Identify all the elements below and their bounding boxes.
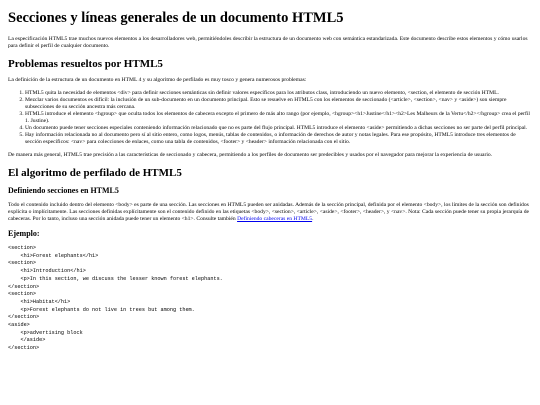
- problems-lead: La definición de la estructura de un documento en HTML 4 y su algoritmo de perfilado es muy tosco y genera numerosos problemas:: [8, 77, 307, 83]
- list-item: 1. HTML5 quita la necesidad de elementos <div> para definir secciones semánticas sin definir valores específicos para los atributos class, introduciendo un nuevo elemento, <section, el elemento de sección HTML.: [25, 90, 532, 97]
- defining-headings-link[interactable]: Definiendo cabeceras en HTML5: [237, 216, 313, 222]
- algorithm-heading: El algoritmo de perfilado de HTML5: [8, 167, 182, 179]
- problems-closing: De manera más general, HTML5 trae precisión a las características de seccionado y cabecera, permitiendo a los perfiles de documento ser predecibles y usados por el navegador para mejorar la experiencia de usuario.: [8, 152, 493, 158]
- example-heading: Ejemplo:: [8, 229, 40, 238]
- problems-heading: Problemas resueltos por HTML5: [8, 58, 163, 70]
- defining-sections-paragraph: [8, 202, 532, 223]
- page-title: Secciones y líneas generales de un documento HTML5: [8, 10, 344, 26]
- paragraph-text: Todo el contenido incluido dentro del elemento <body> es parte de una sección. Las secciones en HTML5 pueden ser anidadas. Además de la sección principal, definida por el elemento <body>, los límites de la sección son definidos explícita o implícitamente. Las secciones definidas explícitamente son el contenido definido en las etiquetas <body>, <section>, <article>, <aside>, <footer>, <header>, y <nav>. Nota: Cada sección puede tener su propia jerarquía de cabeceras. Por lo tanto, incluso una sección anidada puede tener un elemento <h1>. Consulte también: [8, 202, 530, 222]
- paragraph-end: .: [312, 216, 314, 222]
- list-item: 3. HTML5 introduce el elemento <hgroup> que oculta todos los elementos de cabecera excepto el primero de más alto rango (por ejemplo, <hgroup><h1>Justine</h1><h2>Les Malheurs de la Vertu</h2></hgroup> crea el perfil 1. Justine).: [25, 111, 532, 125]
- list-item: 5. Hay información relacionada no al documento pero sí al sitio entero, como logos, menús, tablas de contenidos, o información de derechos de autor y notas legales. Para ese propósito, HTML5 introduce tres elementos de sección específicos: <nav> para colecciones de enlaces, como una tabla de contenidos, <footer> y <header> información relacionada con el sitio.: [25, 132, 532, 146]
- intro-paragraph: La especificación HTML5 trae muchos nuevos elementos a los desarrolladores web, permitiéndoles describir la estructura de un documento web con semántica estandarizada. Este documento describe estos elementos y cómo usarlos para definir el perfil de cualquier documento.: [8, 36, 528, 49]
- list-item: 4. Un documento puede tener secciones especiales conteniendo información relacionado que no es parte del flujo principal. HTML5 introduce el elemento <aside> permitiendo a dichas secciones no ser parte del perfil principal.: [25, 125, 532, 132]
- problems-list: [8, 90, 532, 146]
- list-item: 2. Mezclar varios documentos es difícil: la inclusión de un sub-documento en un documento principal. Esto se resuelve en HTML5 con los elementos de seccionado (<article>, <section>, <nav> y <aside>) son siempre subsecciones de su sección ancestra más cercana.: [25, 97, 532, 111]
- example-code-block: <section> <h1>Forest elephants</h1> <section> <h1>Introduction</h1> <p>In this section, we discuss the lesser known forest elephants. </section> <section> <h1>Habitat</h1> <p>Forest elephants do not live in trees but among them. </section> <aside> <p>advertising block </aside> </section>: [8, 245, 223, 352]
- defining-sections-heading: Definiendo secciones en HTML5: [8, 186, 119, 195]
